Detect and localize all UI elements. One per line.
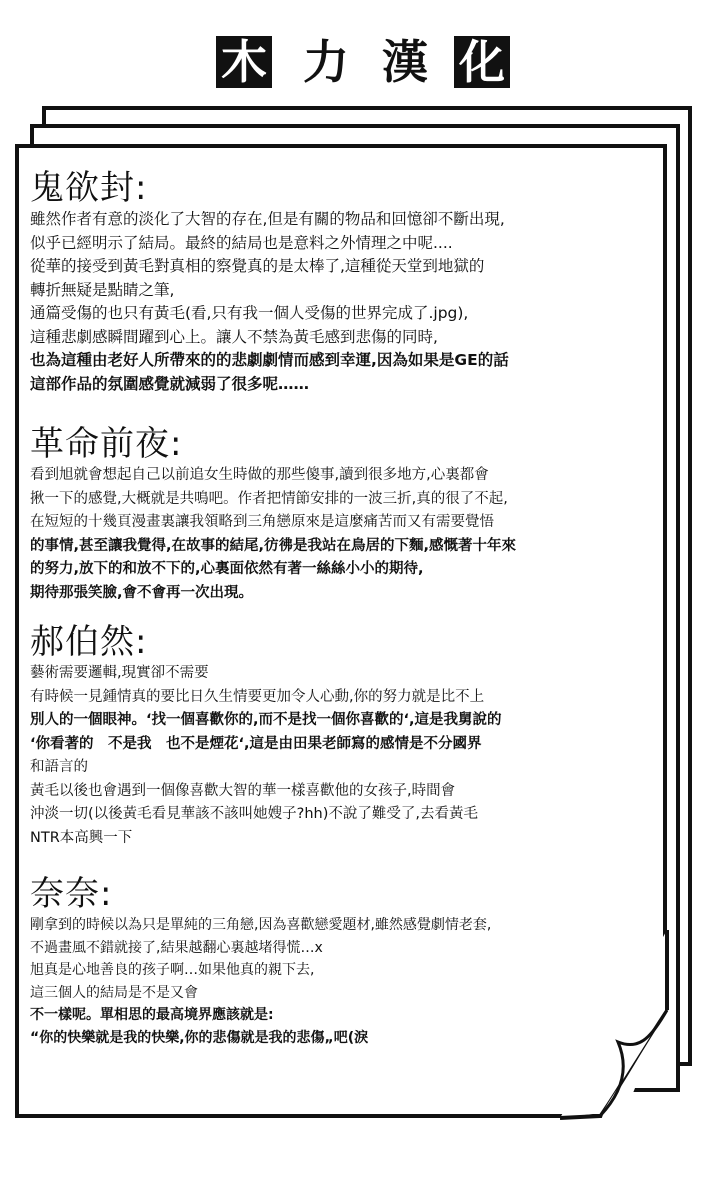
text-line: 轉折無疑是點睛之筆, bbox=[30, 280, 175, 299]
title-char-1: 木 bbox=[216, 36, 272, 88]
text-line: 不過畫風不錯就接了,結果越翻心裏越堵得慌…x bbox=[30, 939, 323, 956]
section-haoboran bbox=[30, 622, 660, 850]
title-banner bbox=[0, 32, 709, 92]
text-line: 有時候一見鍾情真的要比日久生情要更加令人心動,你的努力就是比不上 bbox=[30, 688, 485, 705]
text-line: 的事情,甚至讓我覺得,在故事的結尾,彷彿是我站在鳥居的下麵,感慨著十年來 bbox=[30, 537, 517, 554]
section-heading: 鬼欲封: bbox=[30, 168, 148, 208]
section-guiyufeng bbox=[30, 168, 660, 396]
text-line: 在短短的十幾頁漫畫裏讓我領略到三角戀原來是這麼痛苦而又有需要覺悟 bbox=[30, 514, 494, 530]
section-nainai bbox=[30, 874, 660, 1049]
text-line: 的努力,放下的和放不下的,心裏面依然有著一絲絲小小的期待, bbox=[30, 561, 424, 577]
text-line: 沖淡一切(以後黃毛看見華該不該叫她嫂子?hh)不說了難受了,去看黃毛 bbox=[30, 806, 478, 822]
text-line: 這部作品的氛圍感覺就減弱了很多呢…… bbox=[30, 374, 310, 393]
text-line: 也為這種由老好人所帶來的的悲劇劇情而感到幸運,因為如果是GE的話 bbox=[30, 351, 509, 369]
text-line: 藝術需要邏輯,現實卻不需要 bbox=[30, 665, 209, 681]
text-line: 看到旭就會想起自己以前追女生時做的那些傻事,讀到很多地方,心裏都會 bbox=[30, 467, 489, 483]
text-line: 期待那張笑臉,會不會再一次出現。 bbox=[30, 584, 254, 601]
text-line: 揪一下的感覺,大概就是共鳴吧。作者把情節安排的一波三折,真的很了不起, bbox=[30, 490, 508, 507]
text-line: “你的快樂就是我的快樂,你的悲傷就是我的悲傷„吧(淚 bbox=[30, 1029, 369, 1046]
text-line: ‘你看著的 不是我 也不是煙花‘,這是由田果老師寫的感情是不分國界 bbox=[30, 735, 482, 752]
title-char-2: 力 bbox=[303, 35, 349, 89]
text-line: 不一樣呢。單相思的最高境界應該就是: bbox=[30, 1007, 274, 1023]
text-line: 和語言的 bbox=[30, 759, 88, 775]
text-line: 別人的一個眼神。‘找一個喜歡你的,而不是找一個你喜歡的‘,這是我舅說的 bbox=[30, 712, 502, 728]
title-char-3: 漢 bbox=[382, 35, 428, 89]
text-line: 黃毛以後也會遇到一個像喜歡大智的華一樣喜歡他的女孩子,時間會 bbox=[30, 782, 456, 799]
text-line: 似乎已經明示了結局。最終的結局也是意料之外情理之中呢.... bbox=[30, 233, 453, 252]
text-line: 從華的接受到黃毛對真相的察覺真的是太棒了,這種從天堂到地獄的 bbox=[30, 257, 485, 275]
title-char-4: 化 bbox=[454, 36, 510, 88]
text-line: NTR本高興一下 bbox=[30, 829, 133, 846]
section-gemingqianye bbox=[30, 424, 660, 605]
section-heading: 奈奈: bbox=[30, 874, 113, 914]
text-line: 這三個人的結局是不是又會 bbox=[30, 984, 198, 1001]
text-line: 這種悲劇感瞬間躍到心上。讓人不禁為黃毛感到悲傷的同時, bbox=[30, 327, 438, 346]
text-line: 雖然作者有意的淡化了大智的存在,但是有關的物品和回憶卻不斷出現, bbox=[30, 210, 505, 228]
text-line: 旭真是心地善良的孩子啊…如果他真的親下去, bbox=[30, 962, 315, 978]
section-heading: 革命前夜: bbox=[30, 424, 183, 464]
text-line: 通篇受傷的也只有黃毛(看,只有我一個人受傷的世界完成了.jpg), bbox=[30, 304, 469, 322]
text-line: 剛拿到的時候以為只是單純的三角戀,因為喜歡戀愛題材,雖然感覺劇情老套, bbox=[30, 917, 492, 933]
section-heading: 郝伯然: bbox=[30, 622, 148, 662]
